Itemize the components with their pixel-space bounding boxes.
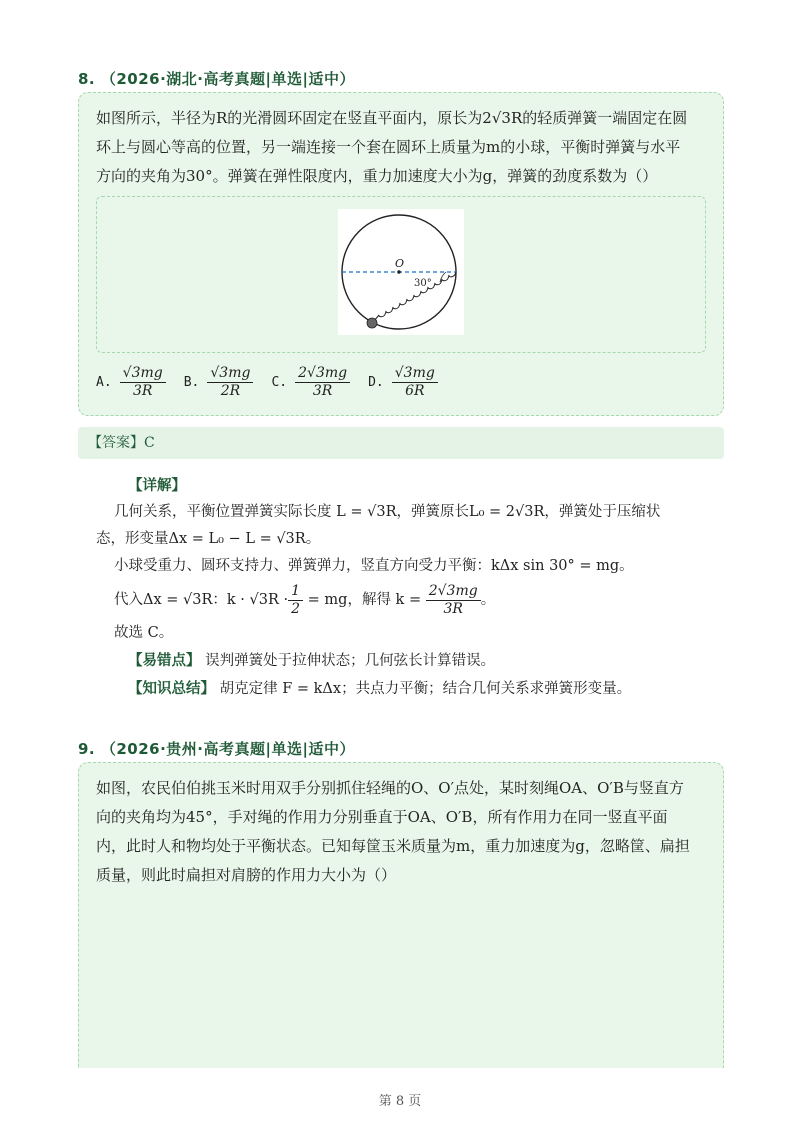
choice-b[interactable] bbox=[184, 365, 254, 400]
numerator: 2√3mg bbox=[295, 365, 350, 383]
numerator: √3mg bbox=[392, 365, 438, 383]
stem-line: 内，此时人和物均处于平衡状态。已知每筐玉米质量为m，重力加速度为g，忽略筐、扁担 bbox=[96, 837, 690, 855]
numerator: √3mg bbox=[120, 365, 166, 383]
explain-line: 小球受重力、圆环支持力、弹簧弹力，竖直方向受力平衡：kΔx sin 30° = mg。 bbox=[114, 558, 634, 574]
choice-c[interactable] bbox=[271, 365, 350, 400]
error-text: 误判弹簧处于拉伸状态；几何弦长计算错误。 bbox=[205, 653, 496, 669]
center-label: O bbox=[395, 257, 405, 270]
numerator: √3mg bbox=[207, 365, 253, 383]
small-ball bbox=[367, 318, 377, 328]
question-9-header: 9. （2026·贵州·高考真题|单选|适中） bbox=[78, 740, 355, 758]
denominator: 3R bbox=[443, 600, 463, 617]
explain-title: 【详解】 bbox=[128, 477, 186, 494]
denominator: 2 bbox=[291, 600, 301, 617]
choice-fraction bbox=[392, 365, 438, 400]
solution bbox=[96, 472, 716, 703]
k-fraction bbox=[426, 583, 481, 618]
denominator: 6R bbox=[405, 382, 425, 399]
circle-spring-figure bbox=[338, 209, 464, 335]
choice-fraction bbox=[120, 365, 166, 400]
half-fraction bbox=[288, 583, 303, 618]
stem-line: 方向的夹角为30°。弹簧在弹性限度内，重力加速度大小为g，弹簧的劲度系数为（） bbox=[96, 167, 658, 185]
choice-d[interactable] bbox=[368, 365, 438, 400]
question-8-stem bbox=[96, 104, 716, 191]
choice-a[interactable] bbox=[96, 365, 166, 400]
explain-line: 几何关系，平衡位置弹簧实际长度 L = √3R，弹簧原长L₀ = 2√3R，弹簧处于压缩状 bbox=[114, 504, 661, 520]
summary-text: 胡克定律 F = kΔx；共点力平衡；结合几何关系求弹簧形变量。 bbox=[219, 681, 632, 697]
stem-line: 如图所示，半径为R的光滑圆环固定在竖直平面内，原长为2√3R的轻质弹簧一端固定在圆 bbox=[96, 109, 688, 127]
explain-line: 态，形变量Δx = L₀ − L = √3R。 bbox=[96, 531, 321, 547]
substitution-line bbox=[96, 580, 716, 620]
question-9-stem bbox=[96, 774, 716, 890]
answer-bar: 【答案】C bbox=[78, 427, 724, 459]
error-tag: 【易错点】 bbox=[128, 652, 201, 669]
error-point bbox=[96, 647, 716, 675]
figure-frame bbox=[96, 196, 706, 353]
choice-fraction bbox=[207, 365, 253, 400]
choice-letter: D. bbox=[368, 374, 384, 390]
center-dot bbox=[397, 270, 401, 274]
denominator: 3R bbox=[132, 382, 153, 399]
stem-line: 向的夹角均为45°，手对绳的作用力分别垂直于OA、O′B，所有作用力在同一竖直平面 bbox=[96, 808, 668, 826]
knowledge-summary bbox=[96, 675, 716, 703]
page-number: 第 8 页 bbox=[378, 1094, 422, 1109]
conclusion: 故选 C。 bbox=[114, 625, 174, 641]
angle-label: 30° bbox=[414, 278, 432, 289]
choice-letter: B. bbox=[183, 374, 200, 390]
sub-middle: = mg，解得 k = bbox=[303, 591, 426, 608]
denominator: 2R bbox=[220, 382, 241, 399]
stem-line: 质量，则此时扁担对肩膀的作用力大小为（） bbox=[96, 866, 397, 884]
choice-fraction bbox=[295, 365, 350, 400]
numerator: 2√3mg bbox=[426, 583, 481, 601]
denominator: 3R bbox=[312, 382, 333, 399]
sub-prefix: 代入Δx = √3R：k · √3R · bbox=[114, 591, 289, 608]
choice-letter: A. bbox=[96, 374, 112, 390]
choice-letter: C. bbox=[271, 374, 288, 390]
question-8-header: 8. （2026·湖北·高考真题|单选|适中） bbox=[78, 70, 355, 88]
stem-line: 环上与圆心等高的位置，另一端连接一个套在圆环上质量为m的小球，平衡时弹簧与水平 bbox=[96, 138, 681, 156]
question-8-choices bbox=[96, 360, 456, 404]
stem-line: 如图，农民伯伯挑玉米时用双手分别抓住轻绳的O、O′点处，某时刻绳OA、O′B与竖直方 bbox=[96, 779, 684, 797]
sub-suffix: 。 bbox=[480, 591, 496, 608]
numerator: 1 bbox=[288, 583, 303, 601]
summary-tag: 【知识总结】 bbox=[128, 680, 215, 697]
